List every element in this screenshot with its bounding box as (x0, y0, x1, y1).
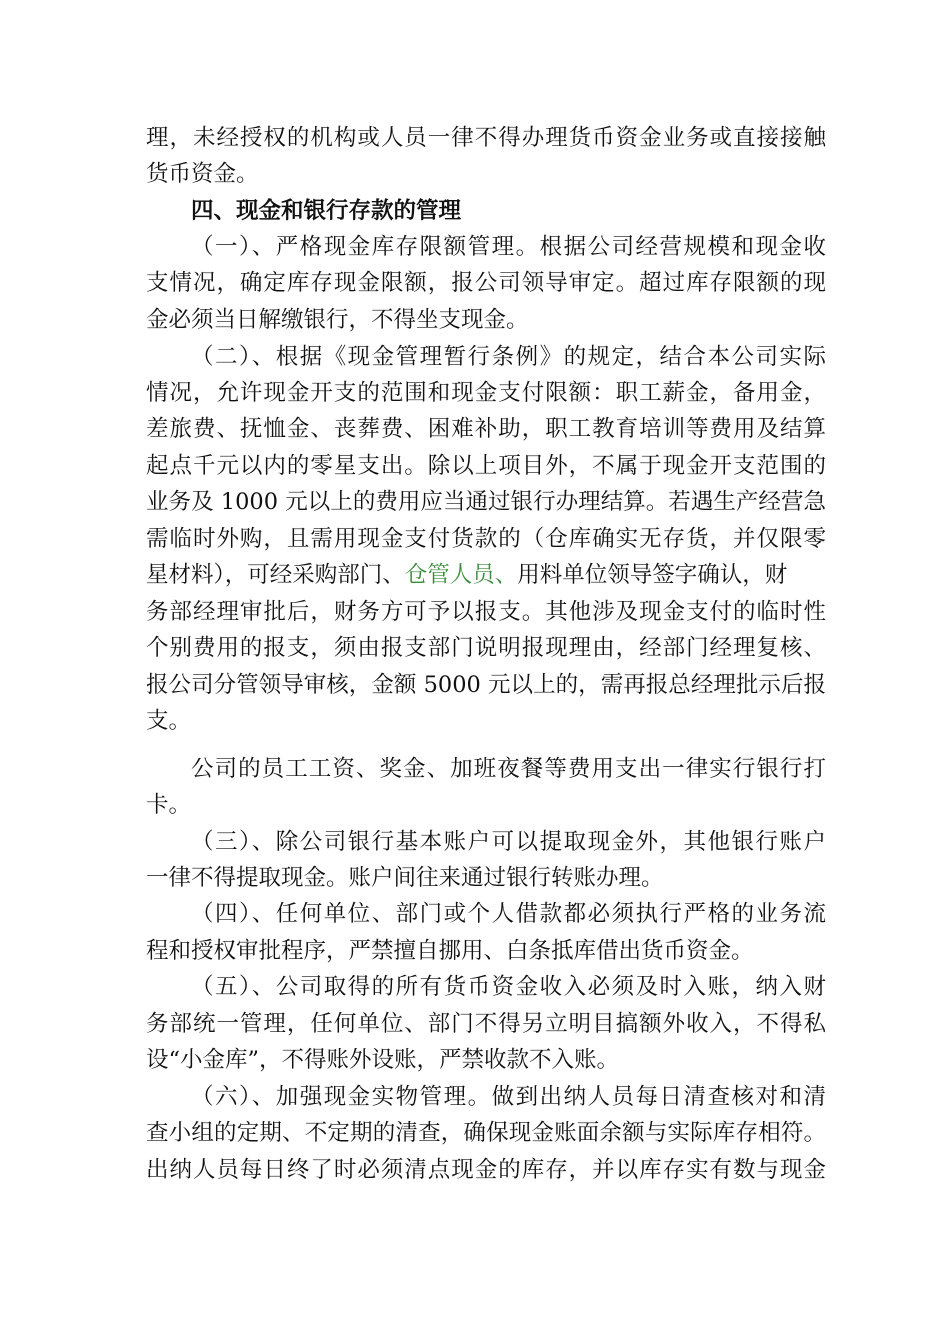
text-line: 务部统一管理，任何单位、部门不得另立明目搞额外收入，不得私 (146, 1011, 826, 1037)
text-line: 业务及 1000 元以上的费用应当通过银行办理结算。若遇生产经营急 (146, 489, 826, 515)
text-line: 报公司分管领导审核，金额 5000 元以上的，需再报总经理批示后报 (146, 672, 826, 698)
text-line: 理，未经授权的机构或人员一律不得办理货币资金业务或直接接触 (146, 125, 826, 151)
text-line: 支。 (146, 708, 192, 734)
text-line: （三）、除公司银行基本账户可以提取现金外，其他银行账户 (191, 829, 826, 855)
highlighted-text: 仓管人员、 (404, 562, 518, 588)
text-segment: 用料单位领导签字确认，财 (517, 562, 788, 588)
text-line: 货币资金。 (146, 161, 259, 187)
text-line: 情况，允许现金开支的范围和现金支付限额：职工薪金，备用金， (146, 380, 826, 406)
text-line: 差旅费、抚恤金、丧葬费、困难补助，职工教育培训等费用及结算 (146, 416, 826, 442)
section-heading: 四、现金和银行存款的管理 (191, 198, 462, 224)
text-line: 程和授权审批程序，严禁擅自挪用、白条抵库借出货币资金。 (146, 938, 754, 964)
text-line: 一律不得提取现金。账户间往来通过银行转账办理。 (146, 865, 664, 891)
text-line: 支情况，确定库存现金限额，报公司领导审定。超过库存限额的现 (146, 270, 826, 296)
text-line: 个别费用的报支，须由报支部门说明报现理由，经部门经理复核、 (146, 635, 826, 661)
text-line: （五）、公司取得的所有货币资金收入必须及时入账，纳入财 (191, 974, 826, 1000)
text-segment: 星材料），可经采购部门、 (146, 562, 405, 588)
text-line: （一）、严格现金库存限额管理。根据公司经营规模和现金收 (191, 234, 826, 260)
text-line: 设“小金库”，不得账外设账，严禁收款不入账。 (146, 1047, 620, 1073)
text-line: （六）、加强现金实物管理。做到出纳人员每日清查核对和清 (191, 1084, 826, 1110)
text-line: 卡。 (146, 792, 192, 818)
text-line: 金必须当日解缴银行，不得坐支现金。 (146, 307, 529, 333)
text-line: 出纳人员每日终了时必须清点现金的库存，并以库存实有数与现金 (146, 1157, 826, 1183)
text-line: （二）、根据《现金管理暂行条例》的规定，结合本公司实际 (191, 344, 826, 370)
text-line: 务部经理审批后，财务方可予以报支。其他涉及现金支付的临时性 (146, 599, 826, 625)
text-line: 需临时外购，且需用现金支付货款的（仓库确实无存货，并仅限零 (146, 526, 826, 552)
text-line: （四）、任何单位、部门或个人借款都必须执行严格的业务流 (191, 901, 826, 927)
text-line: 查小组的定期、不定期的清查，确保现金账面余额与实际库存相符。 (146, 1120, 826, 1146)
text-line: 起点千元以内的零星支出。除以上项目外，不属于现金开支范围的 (146, 453, 826, 479)
text-line: 公司的员工工资、奖金、加班夜餐等费用支出一律实行银行打 (191, 756, 826, 782)
text-line-with-highlight (146, 557, 826, 593)
